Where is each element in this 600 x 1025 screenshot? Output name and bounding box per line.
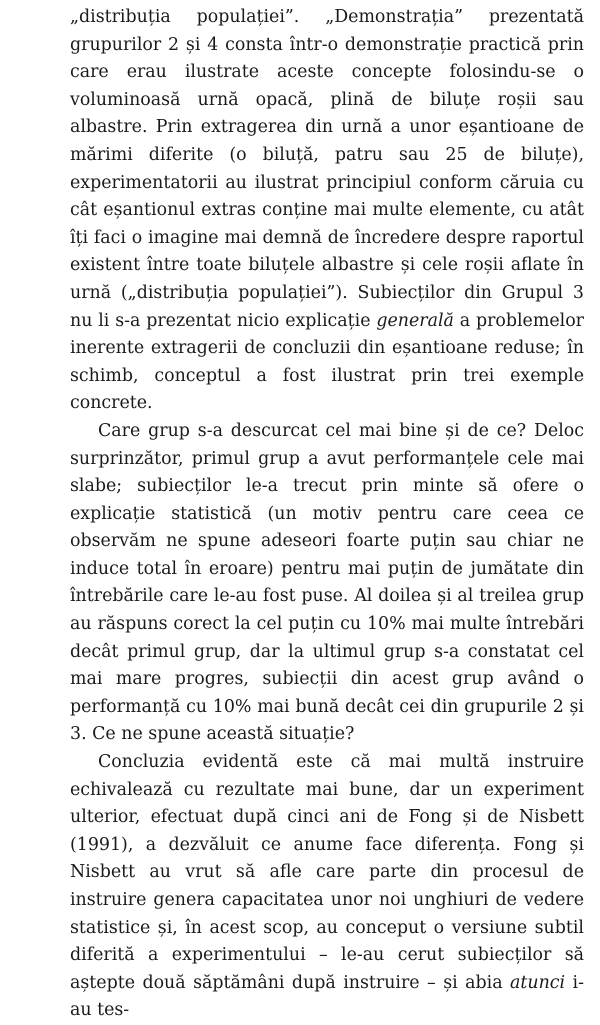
paragraph-text: i-au tes- — [70, 972, 584, 1021]
paragraph-text: Concluzia evidentă este că mai multă instruire echivalează cu rezultate mai bune, dar un experiment ulterior, efectuat după cinci ani de Fong și de Nisbett (1991), a dezvăluit ce anume face diferența. Fong și Nisbett au vrut să afle care parte din procesul de instruire genera capacitatea unor noi unghiuri de vedere statistice și, în acest scop, au conceput o versiune subtil diferită a experimentului – le-au cerut subiecților să aștepte două săptămâni după instruire – și abia — [70, 752, 584, 993]
emphasis-generala: generală — [376, 310, 454, 331]
emphasis-atunci: atunci — [510, 972, 566, 993]
paragraph-text: a problemelor inerente extragerii de concluzii din eșantioane reduse; în schimb, conceptul a fost ilustrat prin trei exemple concrete. — [70, 310, 584, 414]
paragraph-obvious-conclusion — [70, 749, 584, 1025]
paragraph-text: Care grup s-a descurcat cel mai bine și de ce? Deloc surprinzător, primul grup a avut performanțele cele mai slabe; subiecților le-a trecut prin minte să ofere o explicație statistică (un motiv pentru care ceea ce observăm ne spune adeseori foarte puțin sau chiar ne induce total în eroare) pentru mai puțin de jumătate din întrebările care le-au fost puse. Al doilea și al treilea grup au răspuns corect la cel puțin cu 10% mai multe întrebări decât primul grup, dar la ultimul grup s-a constatat cel mai mare progres, subiecții din acest grup având o performanță cu 10% mai bună decât cei din grupurile 2 și 3. Ce ne spune această situație? — [70, 420, 584, 745]
paragraph-which-group-best — [70, 418, 584, 749]
paragraph-distribution-demonstration — [70, 4, 584, 418]
book-page-body — [70, 4, 584, 1025]
paragraph-text: „distribuția populației”. „Demonstrația” prezentată grupurilor 2 și 4 consta într-o demonstrație practică prin care erau ilustrate aceste concepte folosindu-se o voluminoasă urnă opacă, plină de biluțe roșii sau albastre. Prin extragerea din urnă a unor eșantioane de mărimi diferite (o biluță, patru sau 25 de biluțe), experimentatorii au ilustrat principiul conform căruia cu cât eșantionul extras conține mai multe elemente, cu atât îți faci o imagine mai demnă de încredere despre raportul existent între toate biluțele albastre și cele roșii aflate în urnă („distribuția populației”). Subiecților din Grupul 3 nu li s-a prezentat nicio explicație — [70, 7, 584, 331]
